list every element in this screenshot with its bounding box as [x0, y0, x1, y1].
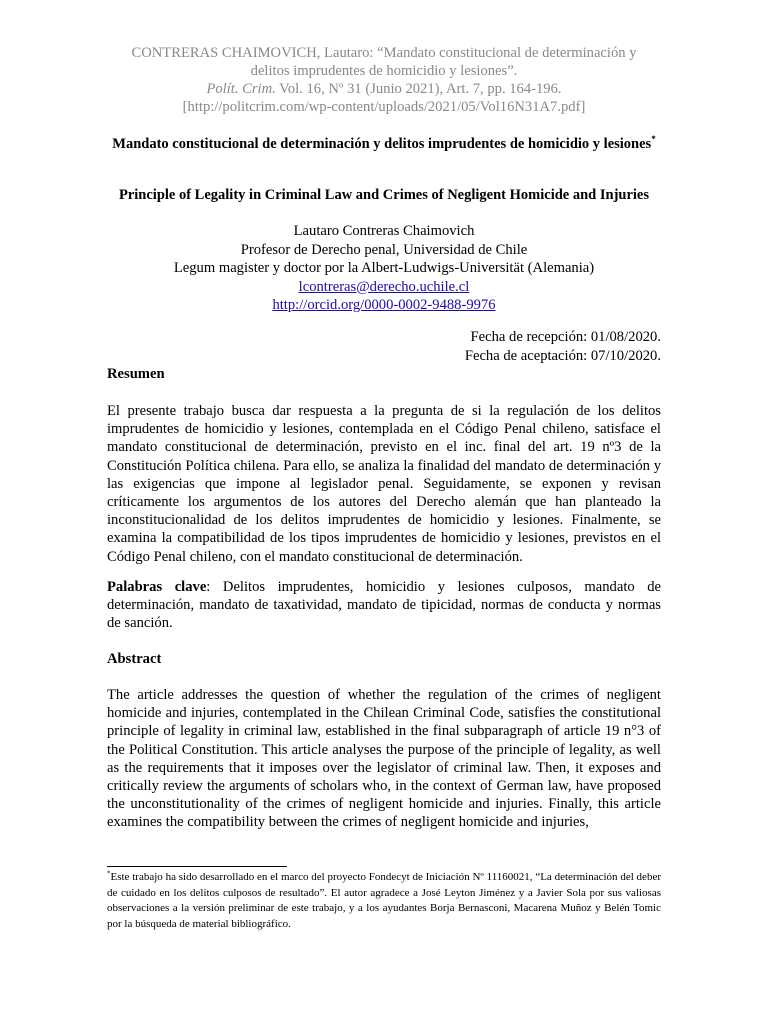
accepted-date: Fecha de aceptación: 07/10/2020. [464, 348, 661, 364]
footnote-separator [107, 866, 287, 867]
footnote [107, 870, 661, 932]
author-block [110, 222, 658, 315]
author-degree: Legum magister y doctor por la Albert-Ludwigs-Universität (Alemania) [173, 260, 595, 276]
author-orcid-link[interactable]: http://orcid.org/0000-0002-9488-9976 [272, 297, 496, 313]
author-name: Lautaro Contreras Chaimovich [293, 223, 475, 239]
author-position: Profesor de Derecho penal, Universidad de Chile [240, 241, 528, 258]
resumen-heading: Resumen [107, 366, 165, 382]
running-header [95, 44, 673, 116]
received-date: Fecha de recepción: 01/08/2020. [470, 329, 661, 345]
header-line-2: delitos imprudentes de homicidio y lesiones”. [250, 63, 518, 79]
dates-block [465, 328, 661, 366]
abstract-body: The article addresses the question of whether the regulation of the crimes of negligent homicide and injuries, contemplated in the Chilean Criminal Code, satisfies the constitutional principle of legality in criminal law, established in the final subparagraph of article 19 n°3 of the Political Constitution. This article analyses the purpose of the principle of legality, as well as the requirements that it imposes over the legislator of criminal law. Then, it exposes and critically review the arguments of scholars who, in the context of German law, have proposed the unconstitutionality of the crimes of negligent homicide and injuries. Finally, this article examines the compatibility between the crimes of negligent homicide and injuries, [107, 687, 661, 831]
header-citation [95, 80, 673, 98]
abstract-heading: Abstract [107, 651, 162, 667]
keywords-text: : Delitos imprudentes, homicidio y lesiones culposos, mandato de determinación, mandato de taxatividad, mandato de tipicidad, normas de conducta y normas de sanción. [107, 579, 661, 632]
title-footnote-marker[interactable]: * [651, 134, 656, 145]
spanish-title-text: Mandato constitucional de determinación y delitos imprudentes de homicidio y lesiones [112, 136, 652, 152]
keywords-paragraph [107, 578, 661, 633]
keywords-label: Palabras clave [107, 579, 207, 595]
footnote-text: Este trabajo ha sido desarrollado en el marco del proyecto Fondecyt de Iniciación Nº 11160021, “La determinación del deber de cuidado en los delitos culposos de resultado”. El autor agradece a José Leyton Jiménez y a Javier Sola por sus valiosas observaciones a la versión preliminar de este trabajo, y a los ayudantes Borja Bernasconi, Macarena Muñoz y Belén Tomic por la búsqueda de material bibliográfico. [107, 871, 661, 930]
spanish-title [110, 135, 658, 153]
english-title: Principle of Legality in Criminal Law and Crimes of Negligent Homicide and Injuries [118, 187, 650, 203]
header-url: [http://politcrim.com/wp-content/uploads/2021/05/Vol16N31A7.pdf] [182, 99, 586, 115]
resumen-body: El presente trabajo busca dar respuesta a la pregunta de si la regulación de los delitos imprudentes de homicidio y lesiones, contemplada en el Código Penal chileno, satisface el mandato constitucional de determinación, previsto en el inc. final del art. 19 nº3 de la Constitución Política chilena. Para ello, se analiza la finalidad del mandato de determinación y las exigencias que impone al legislador penal. Seguidamente, se exponen y revisan críticamente los argumentos de los autores del Derecho alemán que han planteado la inconstitucionalidad de los delitos imprudentes de homicidio y lesiones. Finalmente, se examina la compatibilidad de los tipos imprudentes de homicidio y lesiones, previstos en el Código Penal chileno, con el mandato constitucional de determinación. [107, 403, 661, 565]
footnote-marker: * [107, 869, 111, 878]
citation-details: Vol. 16, Nº 31 (Junio 2021), Art. 7, pp. 164-196. [275, 81, 562, 97]
author-email-link[interactable]: lcontreras@derecho.uchile.cl [298, 278, 470, 295]
journal-name: Polít. Crim. [206, 81, 276, 97]
header-line-1: CONTRERAS CHAIMOVICH, Lautaro: “Mandato constitucional de determinación y [131, 45, 637, 61]
